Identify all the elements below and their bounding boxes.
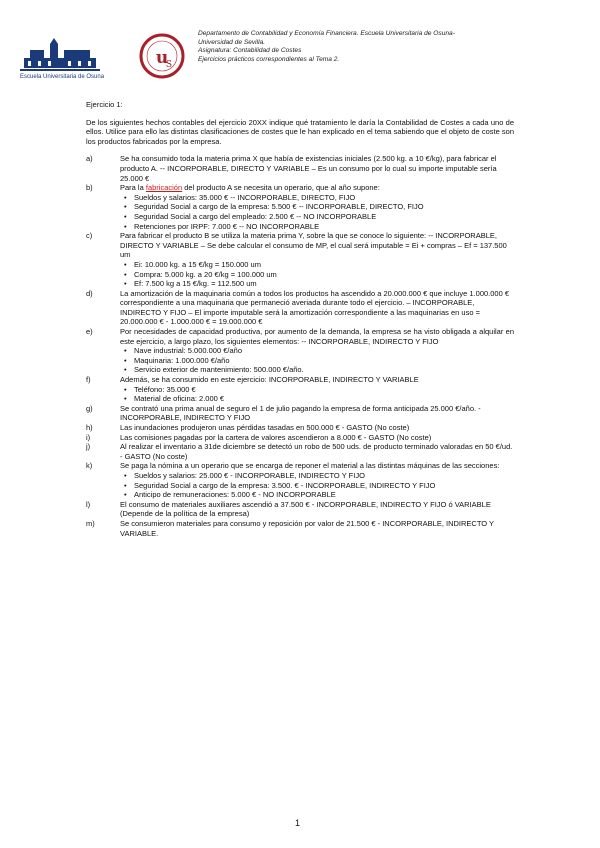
osuna-logo-label: Escuela Universitaria de Osuna — [20, 74, 105, 80]
bullet-item: • Servicio exterior de mantenimiento: 500.000 €/año. — [134, 365, 514, 375]
item-label: g) — [86, 403, 93, 413]
exercise-title: Ejercicio 1: — [86, 100, 123, 109]
item-text: Las comisiones pagadas por la cartera de valores ascendieron a 8.000 € - GASTO (No coste) — [120, 432, 432, 442]
bullet-item: • Ei: 10.000 kg. a 15 €/kg = 150.000 um — [134, 260, 514, 270]
item-label: h) — [86, 423, 93, 432]
list-item-j — [86, 442, 514, 461]
page-number: 1 — [295, 818, 301, 828]
bullet-list — [120, 346, 514, 375]
bullet-item: • Seguridad Social a cargo de la empresa: 3.500. € - INCORPORABLE, INDIRECTO Y FIJO — [134, 481, 514, 491]
item-text: La amortización de la maquinaria común a todos los productos ha ascendido a 20.000.000 € que incluye 1.000.000 € correspondiente a una maquinaria que permaneció averiada durante todo el ejercicio. – INCORPORABLE, INDIRECTO Y FIJO – El importe imputable será la amortización correspondiente a las maquinarias en uso = 20.000.000 € - 1.000.000 € = 19.000.000 € — [120, 288, 510, 327]
item-text: Para fabricar el producto B se utiliza la materia prima Y, sobre la que se conoce lo siguiente: -- INCORPORABLE, DIRECTO Y VARIABLE – Se debe calcular el consumo de MP, el cual será imputable = Ei + compras – Ef = 137.500 um — [120, 231, 507, 260]
item-text: Se contrató una prima anual de seguro el 1 de julio pagando la empresa de forma anticipada 25.000 €/año. - INCORPORABLE, INDIRECTO Y FIJO — [120, 403, 481, 423]
item-text: Las inundaciones produjeron unas pérdidas tasadas en 500.000 € - GASTO (No coste) — [120, 423, 410, 432]
bullet-item: • Sueldos y salarios: 35.000 € -- INCORPORABLE, DIRECTO, FIJO — [134, 193, 514, 203]
header-line-university: Universidad de Sevilla. — [198, 38, 266, 46]
item-label: d) — [86, 288, 93, 298]
bullet-list — [120, 385, 514, 404]
exercise-intro: De los siguientes hechos contables del ejercicio 20XX indique qué tratamiento le daría la Contabilidad de Costes a cada uno de ellos. Utilice para ello las distintas clasificaciones de costes que le han explicado en el tema sabiendo que el objeto de coste son los productos fabricados por la empresa. — [86, 117, 514, 146]
bullet-item: • Nave industrial: 5.000.000 €/año — [134, 346, 514, 356]
item-label: l) — [86, 499, 91, 509]
list-item-e — [86, 327, 514, 375]
list-item-d — [86, 289, 514, 327]
item-text: Se ha consumido toda la materia prima X que había de existencias iniciales (2.500 kg. a 10 €/kg), para fabricar el producto A. -- INCORPORABLE, DIRECTO Y VARIABLE – Es un consumo por lo cual su importe imputable sería 25.000 € — [120, 154, 497, 183]
item-text: Para la fabricación del producto A se necesita un operario, que al año supone: — [120, 183, 380, 193]
list-item-c — [86, 231, 514, 289]
list-item-a — [86, 154, 514, 183]
bullet-item: • Seguridad Social a cargo del empleado: 2.500 € -- NO INCORPORABLE — [134, 212, 514, 222]
osuna-logo — [20, 36, 105, 84]
bullet-item: • Compra: 5.000 kg. a 20 €/kg = 100.000 um — [134, 270, 514, 280]
item-text: Al realizar el inventario a 31de diciembre se detectó un robo de 500 uds. de producto terminado valoradas en 50 €/ud. - GASTO (No coste) — [120, 442, 513, 461]
item-label: m) — [86, 518, 95, 528]
item-label: f) — [86, 375, 91, 385]
list-item-k — [86, 461, 514, 499]
list-item-f — [86, 375, 514, 404]
page-header — [20, 30, 580, 90]
bullet-item: • Anticipo de remuneraciones: 5.000 € - NO INCORPORABLE — [134, 490, 514, 500]
bullet-list — [120, 260, 514, 289]
list-item-g — [86, 404, 514, 423]
item-label: a) — [86, 154, 93, 164]
item-text: Por necesidades de capacidad productiva, por aumento de la demanda, la empresa se ha visto obligada a alquilar en este ejercicio, a largo plazo, los siguientes elementos: -- INCORPORABLE, INDIRECTO Y FIJO — [120, 327, 514, 346]
item-text: Se paga la nómina a un operario que se encarga de reponer el material a las distintas máquinas de las secciones: — [120, 461, 500, 471]
university-seal-icon — [138, 32, 186, 84]
svg-text:u: u — [155, 48, 169, 68]
bullet-item: • Teléfono: 35.000 € — [134, 385, 514, 395]
item-label: j) — [86, 442, 91, 452]
list-item-i — [86, 433, 514, 443]
list-item-l — [86, 500, 514, 519]
bullet-item: • Maquinaria: 1.000.000 €/año — [134, 356, 514, 366]
item-text: Se consumieron materiales para consumo y reposición por valor de 21.500 € - INCORPORABLE, INDIRECTO Y VARIABLE. — [120, 518, 494, 538]
sevilla-logo — [138, 32, 186, 84]
item-label: k) — [86, 461, 93, 471]
svg-text:S: S — [165, 60, 173, 70]
bullet-item: • Sueldos y salarios: 25.000 € - INCORPORABLE, INDIRECTO Y FIJO — [134, 471, 514, 481]
bullet-item: • Retenciones por IRPF: 7.000 € -- NO INCORPORABLE — [134, 222, 514, 232]
header-text — [198, 30, 578, 64]
item-label: e) — [86, 327, 93, 337]
item-label: c) — [86, 231, 93, 241]
item-text: El consumo de materiales auxiliares ascendió a 37.500 € - INCORPORABLE, INDIRECTO Y FIJO ó VARIABLE (Depende de la política de la empresa) — [120, 499, 491, 519]
header-line-exercises: Ejercicios prácticos correspondientes al Tema 2. — [198, 55, 340, 63]
bullet-item: • Seguridad Social a cargo de la empresa: 5.500 € -- INCORPORABLE, DIRECTO, FIJO — [134, 202, 514, 212]
list-item-b — [86, 183, 514, 231]
bullet-item: • Ef: 7.500 kg a 15 €/kg. = 112.500 um — [134, 279, 514, 289]
list-item-m — [86, 519, 514, 538]
document-body — [86, 100, 514, 538]
fabricacion-link[interactable]: fabricación — [145, 183, 183, 193]
bullet-list — [120, 471, 514, 500]
item-label: i) — [86, 432, 91, 442]
osuna-building-icon — [20, 36, 100, 74]
list-item-h — [86, 423, 514, 433]
bullet-item: • Material de oficina: 2.000 € — [134, 394, 514, 404]
header-line-subject: Asignatura: Contabilidad de Costes — [198, 47, 302, 55]
header-line-department: Departamento de Contabilidad y Economía Financiera. Escuela Universitaria de Osuna- — [198, 30, 455, 37]
item-text: Además, se ha consumido en este ejercicio: INCORPORABLE, INDIRECTO Y VARIABLE — [120, 375, 419, 385]
bullet-list — [120, 193, 514, 231]
item-label: b) — [86, 183, 93, 193]
